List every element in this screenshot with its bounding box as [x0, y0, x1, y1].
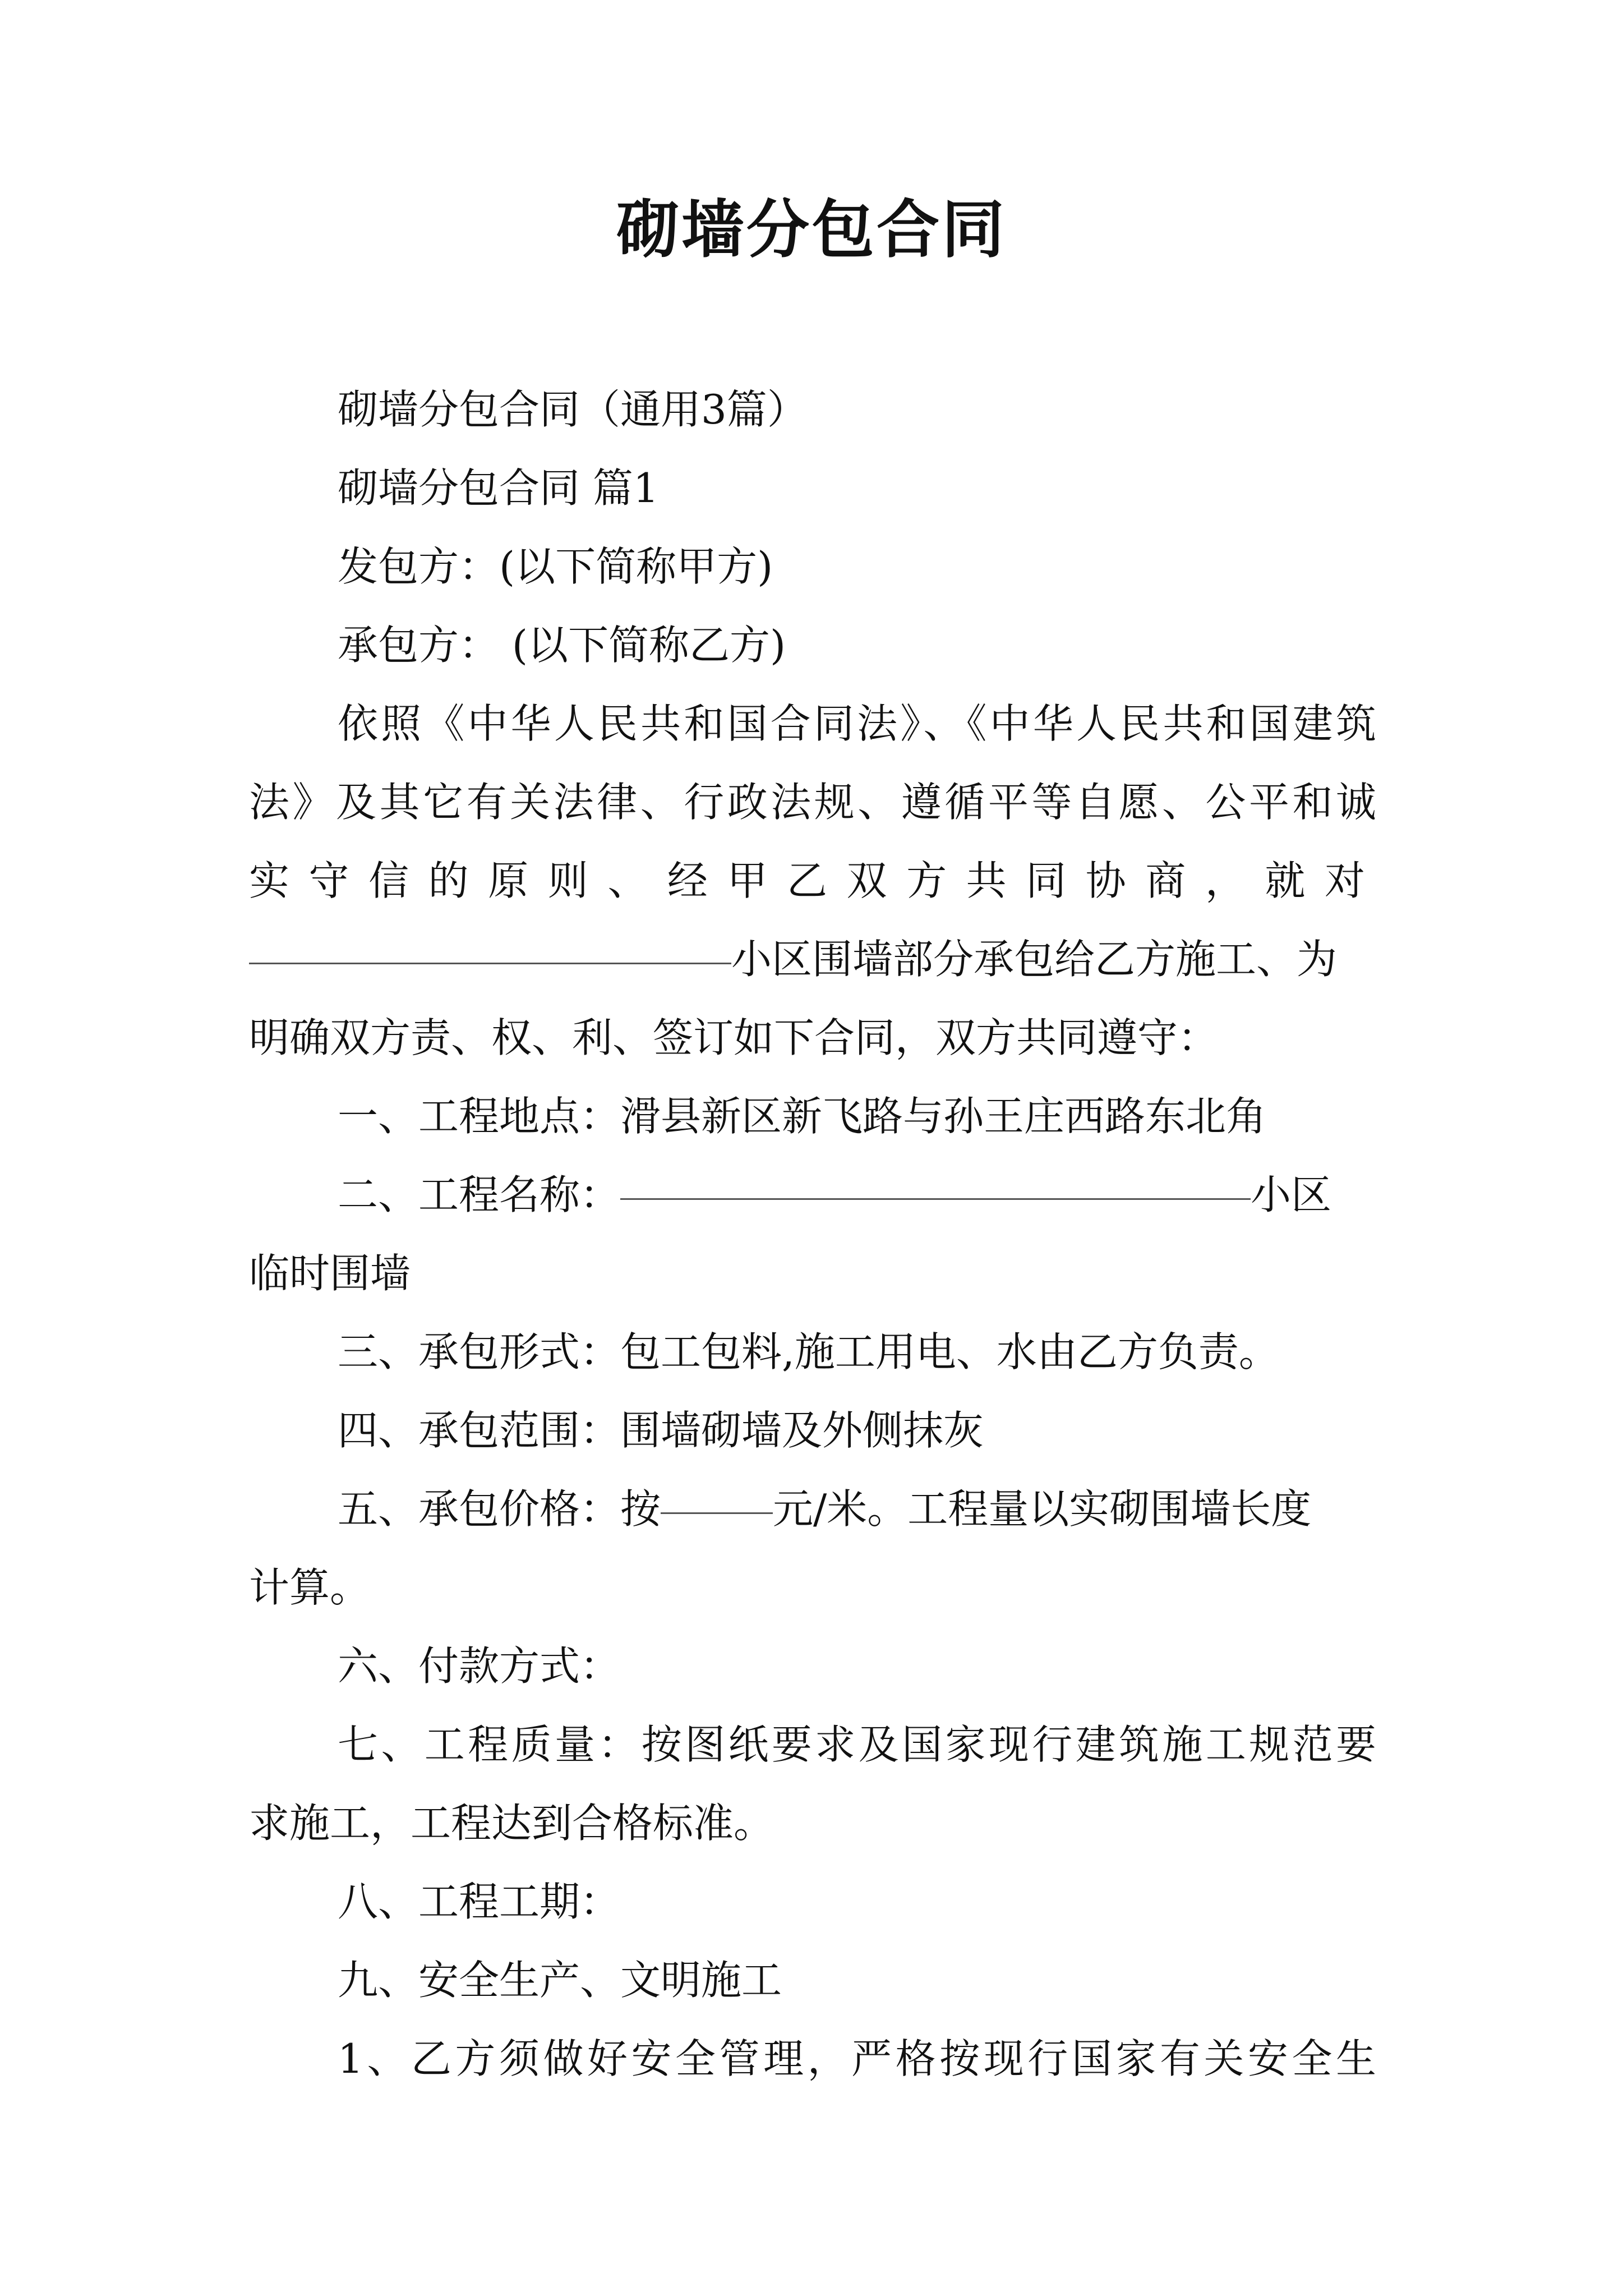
paragraph-line: 实守信的原则、经甲乙双方共同协商，就对 — [249, 857, 1376, 904]
clause-line: 1、乙方须做好安全管理，严格按现行国家有关安全生 — [338, 2035, 1376, 2082]
clause-text: 五、承包价格：按 — [338, 1485, 661, 1533]
clause-text: 元/米。工程量以实砌围墙长度 — [773, 1485, 1312, 1533]
clause-line: 一、工程地点：滑县新区新飞路与孙王庄西路东北角 — [338, 1093, 1267, 1140]
subtitle-line: 砌墙分包合同（通用3篇） — [338, 386, 808, 433]
fill-in-blank — [661, 1470, 773, 1514]
paragraph-line: 明确双方责、权、利、签订如下合同，双方共同遵守： — [249, 1014, 1219, 1061]
clause-text: 二、工程名称： — [338, 1171, 621, 1218]
clause-line: 求施工，工程达到合格标准。 — [249, 1800, 774, 1847]
paragraph-text: 小区围墙部分承包给乙方施工、为 — [731, 936, 1338, 983]
clause-line: 三、承包形式：包工包料,施工用电、水由乙方负责。 — [338, 1328, 1279, 1375]
clause-text: 小区 — [1251, 1171, 1332, 1218]
clause-line: 九、安全生产、文明施工 — [338, 1957, 782, 2004]
clause-line: 计算。 — [249, 1564, 371, 1611]
clause-line — [249, 1470, 1376, 1548]
section-heading: 砌墙分包合同 篇1 — [338, 464, 659, 512]
document-title: 砌墙分包合同 — [616, 193, 1007, 266]
party-a-line: 发包方：(以下简称甲方) — [338, 543, 773, 590]
fill-in-blank — [249, 920, 731, 964]
fill-in-blank — [620, 1156, 1251, 1200]
clause-line: 六、付款方式： — [338, 1642, 621, 1690]
clause-line: 临时围墙 — [249, 1250, 411, 1297]
paragraph-line: 法》及其它有关法律、行政法规、遵循平等自愿、公平和诚 — [249, 779, 1376, 826]
clause-line: 四、承包范围：围墙砌墙及外侧抹灰 — [338, 1407, 984, 1454]
paragraph-line — [249, 920, 1376, 999]
paragraph-line: 依照《中华人民共和国合同法》、《中华人民共和国建筑 — [338, 700, 1376, 747]
clause-line: 七、工程质量：按图纸要求及国家现行建筑施工规范要 — [338, 1721, 1376, 1768]
clause-line: 八、工程工期： — [338, 1878, 621, 1925]
clause-line — [249, 1156, 1376, 1234]
party-b-line: 承包方： (以下简称乙方) — [338, 622, 786, 669]
